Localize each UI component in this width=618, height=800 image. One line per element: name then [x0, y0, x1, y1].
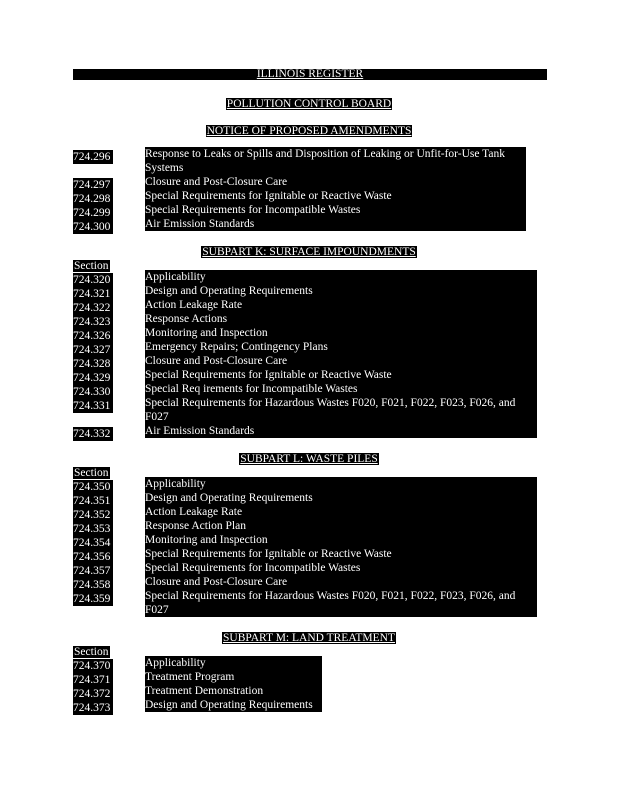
- section-title: Closure and Post-Closure Care: [145, 575, 537, 589]
- section-title: Special Req irements for Incompatible Wastes: [145, 382, 537, 396]
- section-title: Air Emission Standards: [145, 424, 537, 438]
- section-title: F027: [145, 410, 537, 424]
- section-title: Action Leakage Rate: [145, 505, 537, 519]
- section-number: 724.353: [73, 522, 113, 536]
- section-title: Monitoring and Inspection: [145, 533, 537, 547]
- section-number: 724.373: [73, 701, 113, 715]
- section-title: Special Requirements for Ignitable or Reactive Waste: [145, 368, 537, 382]
- section-title: Monitoring and Inspection: [145, 326, 537, 340]
- section-title: Design and Operating Requirements: [145, 491, 537, 505]
- section-title: Special Requirements for Hazardous Wastes F020, F021, F022, F023, F026, and: [145, 589, 537, 603]
- section-number: 724.330: [73, 385, 113, 399]
- section-title: Special Requirements for Ignitable or Reactive Waste: [145, 189, 526, 203]
- section-number: 724.320: [73, 273, 113, 287]
- section-title: Special Requirements for Incompatible Wastes: [145, 203, 526, 217]
- section-number: 724.357: [73, 564, 113, 578]
- section-title: Response Action Plan: [145, 519, 537, 533]
- subpart-k-heading: SUBPART K: SURFACE IMPOUNDMENTS: [202, 246, 416, 258]
- subpart-l-section-label: Section: [74, 467, 109, 479]
- section-number: 724.300: [73, 220, 113, 234]
- section-number: 724.323: [73, 315, 113, 329]
- section-title: Treatment Demonstration: [145, 684, 322, 698]
- section-title: Special Requirements for Incompatible Wastes: [145, 561, 537, 575]
- section-title: Applicability: [145, 270, 537, 284]
- section-number: 724.354: [73, 536, 113, 550]
- subpart-m-heading: SUBPART M: LAND TREATMENT: [223, 632, 395, 644]
- section-number: 724.329: [73, 371, 113, 385]
- section-number: 724.321: [73, 287, 113, 301]
- section-number: 724.359: [73, 592, 113, 606]
- board-heading: POLLUTION CONTROL BOARD: [226, 98, 392, 110]
- section-title: Air Emission Standards: [145, 217, 526, 231]
- section-number: 724.332: [73, 427, 113, 441]
- section-number: 724.296: [73, 150, 113, 164]
- section-title: Response Actions: [145, 312, 537, 326]
- section-title: Closure and Post-Closure Care: [145, 354, 537, 368]
- section-number: 724.352: [73, 508, 113, 522]
- section-number: 724.326: [73, 329, 113, 343]
- register-title: ILLINOIS REGISTER: [256, 68, 364, 80]
- section-title: Action Leakage Rate: [145, 298, 537, 312]
- section-number: 724.370: [73, 659, 113, 673]
- section-title: Emergency Repairs; Contingency Plans: [145, 340, 537, 354]
- section-number: 724.350: [73, 480, 113, 494]
- section-number: 724.372: [73, 687, 113, 701]
- section-title: Design and Operating Requirements: [145, 698, 322, 712]
- subpart-m-section-label: Section: [74, 646, 109, 658]
- section-title: Response to Leaks or Spills and Disposition of Leaking or Unfit-for-Use Tank: [145, 147, 526, 161]
- section-title: Special Requirements for Ignitable or Reactive Waste: [145, 547, 537, 561]
- section-number: 724.297: [73, 178, 113, 192]
- section-title: F027: [145, 603, 537, 617]
- section-number: 724.299: [73, 206, 113, 220]
- section-title: Applicability: [145, 477, 537, 491]
- section-number: 724.356: [73, 550, 113, 564]
- section-number: 724.358: [73, 578, 113, 592]
- section-title: Applicability: [145, 656, 322, 670]
- subpart-l-heading: SUBPART L: WASTE PILES: [240, 453, 378, 465]
- notice-heading: NOTICE OF PROPOSED AMENDMENTS: [206, 125, 412, 137]
- section-title: Systems: [145, 161, 526, 175]
- section-number: 724.371: [73, 673, 113, 687]
- section-number: 724.331: [73, 399, 113, 413]
- register-header-bar: [73, 69, 547, 80]
- section-number: 724.351: [73, 494, 113, 508]
- section-title: Design and Operating Requirements: [145, 284, 537, 298]
- section-title: Closure and Post-Closure Care: [145, 175, 526, 189]
- section-title: Treatment Program: [145, 670, 322, 684]
- section-number: 724.298: [73, 192, 113, 206]
- section-number: 724.328: [73, 357, 113, 371]
- section-number: 724.327: [73, 343, 113, 357]
- subpart-k-section-label: Section: [74, 260, 109, 272]
- section-number: 724.322: [73, 301, 113, 315]
- section-title: Special Requirements for Hazardous Wastes F020, F021, F022, F023, F026, and: [145, 396, 537, 410]
